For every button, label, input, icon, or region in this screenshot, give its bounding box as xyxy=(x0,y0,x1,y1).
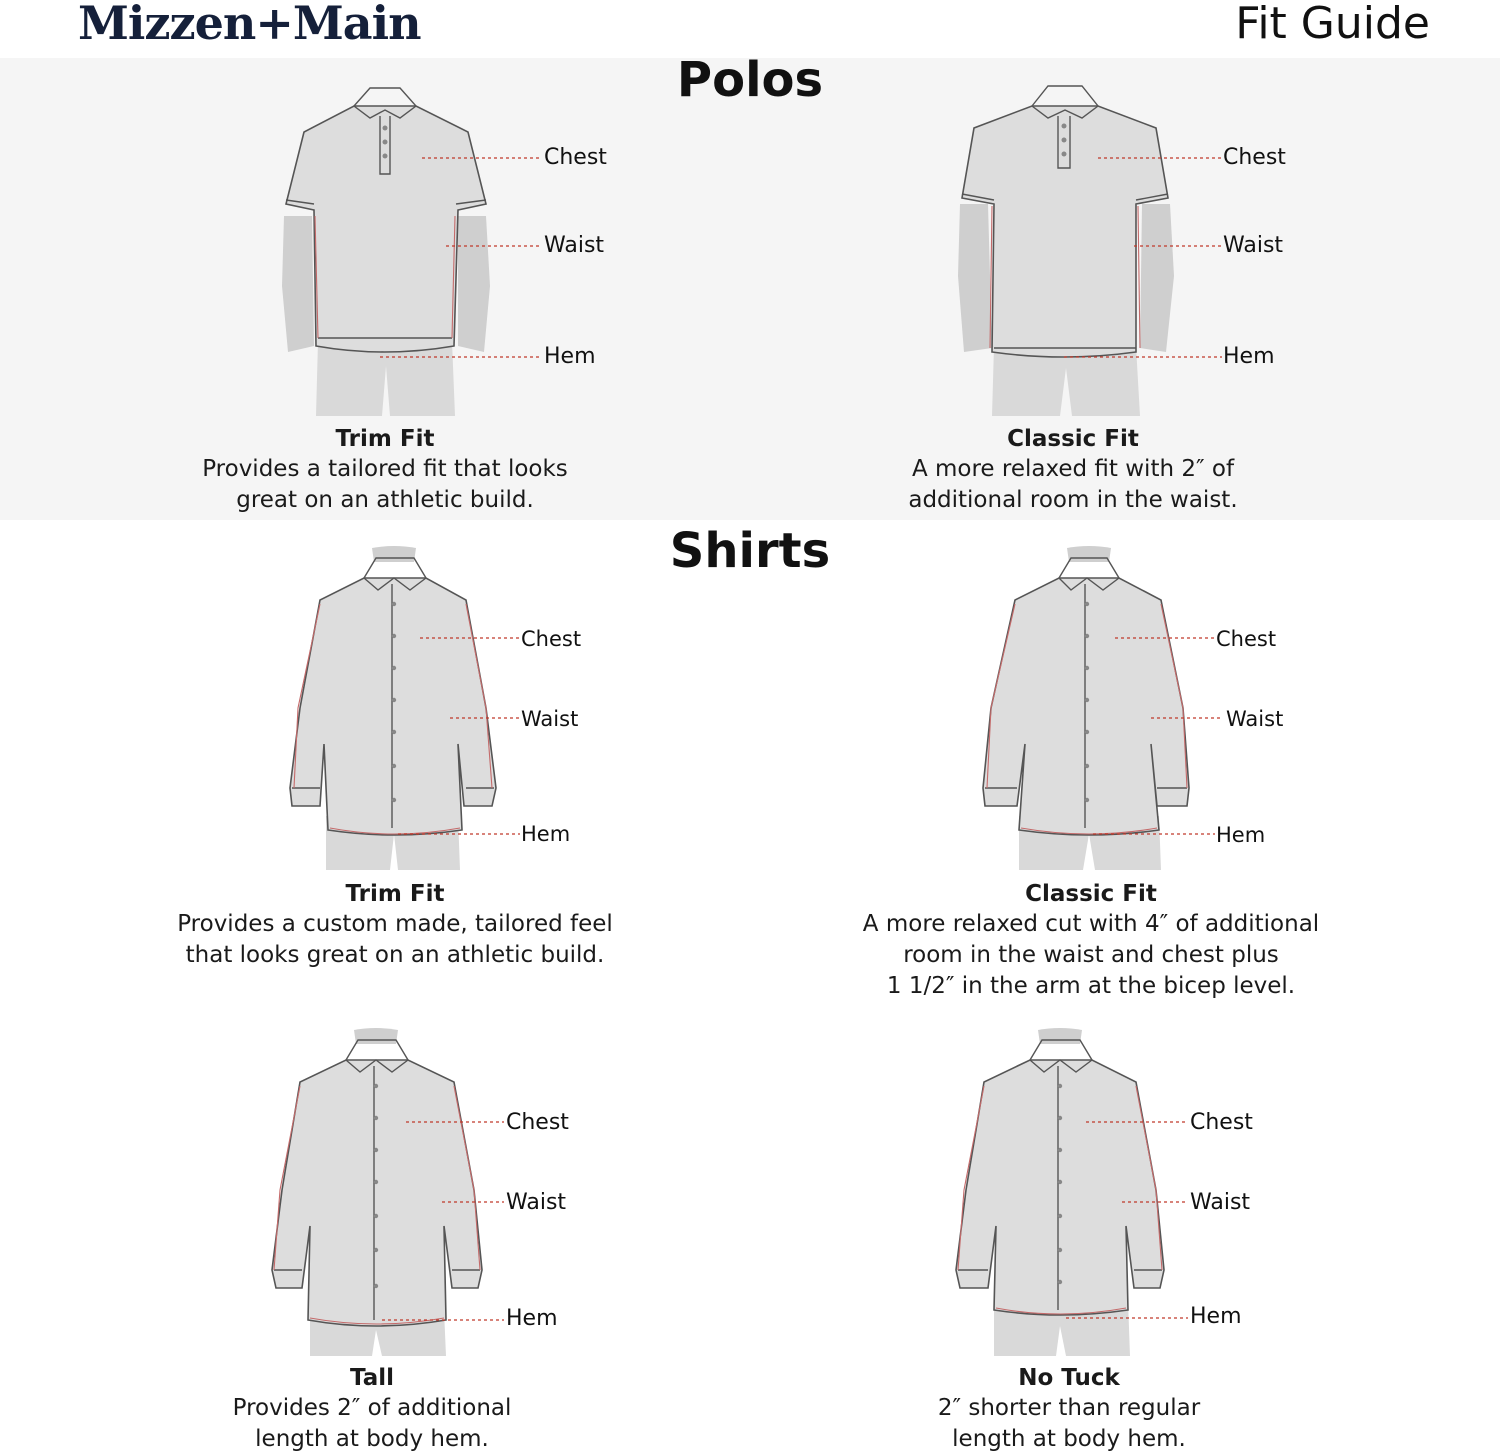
polo-trim-hem-label: Hem xyxy=(544,344,596,369)
shirt-classic-fit-description: A more relaxed cut with 4″ of additional room in the waist and chest plus 1 1/2″ in the arm at the bicep level. xyxy=(862,911,1320,999)
polo-classic-fit-description: A more relaxed fit with 2″ of additional room in the waist. xyxy=(908,456,1238,513)
polo-classic-fit-name: Classic Fit xyxy=(1007,426,1139,452)
shirt-classic-hem-label: Hem xyxy=(1216,823,1266,847)
shirt-trim-waist-label: Waist xyxy=(521,707,579,731)
shirt-tall-illustration xyxy=(262,1030,622,1360)
shirt-tall-name: Tall xyxy=(349,1365,394,1391)
polo-trim-fit-caption xyxy=(135,424,635,516)
polo-trim-fit-description: Provides a tailored fit that looks great on an athletic build. xyxy=(202,456,568,513)
shirt-tall-hem-label: Hem xyxy=(506,1306,558,1331)
polo-trim-fit-name: Trim Fit xyxy=(335,426,435,452)
shirt-classic-chest-label: Chest xyxy=(1216,627,1277,651)
polo-classic-waist-label: Waist xyxy=(1223,233,1284,258)
shirt-trim-fit-illustration xyxy=(280,548,640,873)
shirt-no-tuck-description: 2″ shorter than regular length at body hem. xyxy=(937,1395,1201,1452)
shirt-classic-waist-label: Waist xyxy=(1226,707,1284,731)
shirt-tall-waist-label: Waist xyxy=(506,1190,567,1215)
shirts-heading: Shirts xyxy=(669,523,831,579)
shirt-trim-fit-description: Provides a custom made, tailored feel that looks great on an athletic build. xyxy=(177,911,613,968)
shirt-tall-description: Provides 2″ of additional length at body hem. xyxy=(232,1395,512,1452)
shirt-trim-chest-label: Chest xyxy=(521,627,582,651)
polo-trim-waist-label: Waist xyxy=(544,233,605,258)
shirt-no-tuck-waist-label: Waist xyxy=(1190,1190,1251,1215)
shirt-classic-fit-name: Classic Fit xyxy=(1025,881,1157,907)
polo-classic-chest-label: Chest xyxy=(1223,145,1286,170)
shirt-no-tuck-chest-label: Chest xyxy=(1190,1110,1253,1135)
polo-classic-hem-label: Hem xyxy=(1223,344,1275,369)
shirt-trim-hem-label: Hem xyxy=(521,822,571,846)
shirt-classic-fit-caption xyxy=(806,879,1376,1002)
polo-trim-chest-label: Chest xyxy=(544,145,607,170)
shirt-trim-fit-name: Trim Fit xyxy=(345,881,445,907)
brand-logo: Mizzen+Main xyxy=(78,0,421,50)
polo-classic-fit-caption xyxy=(823,424,1323,516)
shirt-no-tuck-caption xyxy=(869,1363,1269,1455)
shirt-tall-chest-label: Chest xyxy=(506,1110,569,1135)
shirt-tall-caption xyxy=(172,1363,572,1455)
shirt-no-tuck-hem-label: Hem xyxy=(1190,1304,1242,1329)
shirt-trim-fit-caption xyxy=(120,879,670,971)
polos-heading: Polos xyxy=(676,52,824,108)
shirt-no-tuck-name: No Tuck xyxy=(1018,1365,1120,1391)
page-title: Fit Guide xyxy=(1235,0,1430,49)
shirt-no-tuck-illustration xyxy=(946,1030,1306,1360)
